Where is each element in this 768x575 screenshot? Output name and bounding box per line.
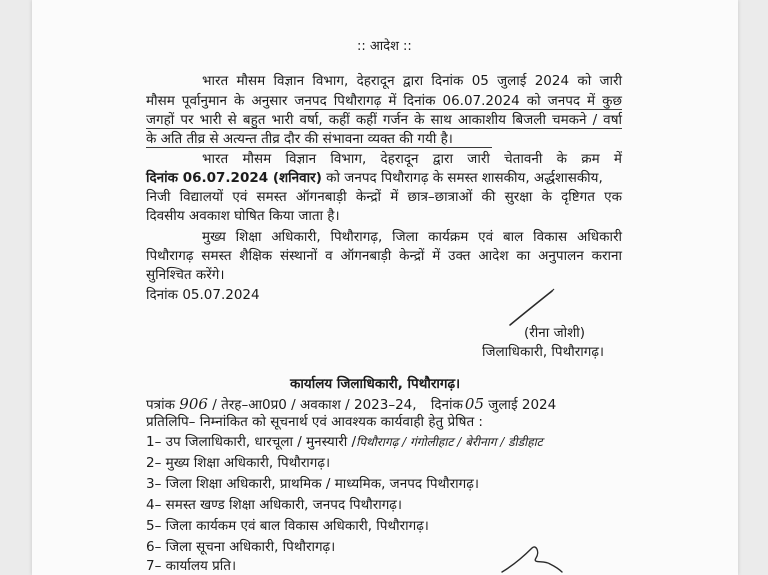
underline-mark	[304, 109, 622, 110]
copy-item-2	[146, 455, 330, 471]
para2-line3: निजी विद्यालयों एवं समस्त ऑगनबाड़ी केन्द्रों में छात्र–छात्राओं की सुरक्षा के दृष्टिगत एक	[146, 189, 622, 205]
item-text: मुख्य शिक्षा अधिकारी, पिथौरागढ़।	[165, 455, 331, 471]
document-page	[32, 0, 738, 575]
underline-mark	[146, 128, 622, 129]
item-text: समस्त खण्ड शिक्षा अधिकारी, जनपद पिथौरागढ़।	[165, 497, 403, 513]
office-heading: कार्यालय जिलाधिकारी, पिथौरागढ़।	[290, 376, 461, 392]
ref-prefix: पत्रांक	[146, 397, 175, 413]
item-text: जिला कार्यकम एवं बाल विकास अधिकारी, पिथौरागढ़।	[165, 518, 429, 534]
item-text: जिला शिक्षा अधिकारी, प्राथमिक / माध्यमिक, जनपद पिथौरागढ़।	[165, 476, 479, 492]
copy-item-3	[146, 476, 479, 492]
para3-line3: सुनिश्चित करेंगे।	[146, 267, 225, 283]
item-text: कार्यालय प्रति।	[165, 558, 237, 574]
underline-mark	[146, 147, 492, 148]
item-number: 5–	[146, 518, 162, 534]
reference-line	[146, 396, 556, 413]
copy-item-7	[146, 558, 236, 574]
ref-number: 906	[179, 395, 208, 413]
ref-rest: / तेरह–आ0प्र0 / अवकाश / 2023–24,	[212, 397, 417, 413]
copy-item-6	[146, 539, 335, 555]
ref-date-rest: जुलाई 2024	[488, 397, 557, 413]
para2-line1: भारत मौसम विज्ञान विभाग, देहरादून द्वारा जारी चेतावनी के क्रम में	[202, 151, 622, 167]
signature-mark	[492, 538, 572, 575]
item-number: 3–	[146, 476, 162, 492]
item-number: 7–	[146, 558, 162, 574]
para1-line2: मौसम पूर्वानुमान के अनुसार जनपद पिथौरागढ़ में दिनांक 06.07.2024 को जनपद में कुछ	[146, 93, 622, 109]
order-date: दिनांक 05.07.2024	[146, 287, 260, 303]
ref-date-hand: 05	[464, 395, 484, 413]
item-number: 4–	[146, 497, 162, 513]
item-number: 1–	[146, 434, 162, 450]
copy-intro: प्रतिलिपि– निम्नांकित को सूचनार्थ एवं आवश्यक कार्यवाही हेतु प्रेषित :	[146, 414, 483, 430]
signature-mark	[502, 285, 562, 330]
item-text: जिला सूचना अधिकारी, पिथौरागढ़।	[165, 539, 336, 555]
para2-line2-rest: को जनपद पिथौरागढ़ के समस्त शासकीय, अर्द्धशासकीय,	[321, 170, 603, 186]
copy-item-5	[146, 518, 429, 534]
para2-line2	[146, 170, 622, 186]
item-number: 6–	[146, 539, 162, 555]
para2-date-bold: दिनांक 06.07.2024 (शनिवार)	[146, 170, 322, 186]
order-title: :: आदेश ::	[357, 39, 412, 54]
signatory-title: जिलाधिकारी, पिथौरागढ़।	[482, 344, 605, 360]
para1-line1: भारत मौसम विज्ञान विभाग, देहरादून द्वारा दिनांक 05 जुलाई 2024 को जारी	[202, 73, 622, 89]
copy-item-1	[146, 434, 543, 450]
para1-line3: जगहों पर भारी से बहुत भारी वर्षा, कहीं कहीं गर्जन के साथ आकाशीय बिजली चमकने / वर्षा	[146, 112, 622, 128]
para3-line1: मुख्य शिक्षा अधिकारी, पिथौरागढ़, जिला कार्यक्रम एवं बाल विकास अधिकारी	[202, 229, 622, 245]
copy-item-4	[146, 497, 402, 513]
para1-line4: के अति तीव्र से अत्यन्त तीव्र दौर की संभावना व्यक्त की गयी है।	[146, 131, 453, 147]
item-text: उप जिलाधिकारी, धारचूला / मुनस्यारी /	[165, 434, 357, 450]
para3-line2: पिथौरागढ़ समस्त शैक्षिक संस्थानों व ऑगनबाड़ी केन्द्रों में उक्त आदेश का अनुपालन कराना	[146, 248, 622, 264]
item-number: 2–	[146, 455, 162, 471]
para2-line4: दिवसीय अवकाश घोषित किया जाता है।	[146, 208, 340, 224]
item-handwritten: पिथौरागढ़ / गंगोलीहाट / बेरीनाग / डीडीहाट	[356, 435, 543, 449]
signatory-name: (रीना जोशी)	[524, 325, 586, 341]
ref-date-prefix: दिनांक	[430, 397, 463, 413]
